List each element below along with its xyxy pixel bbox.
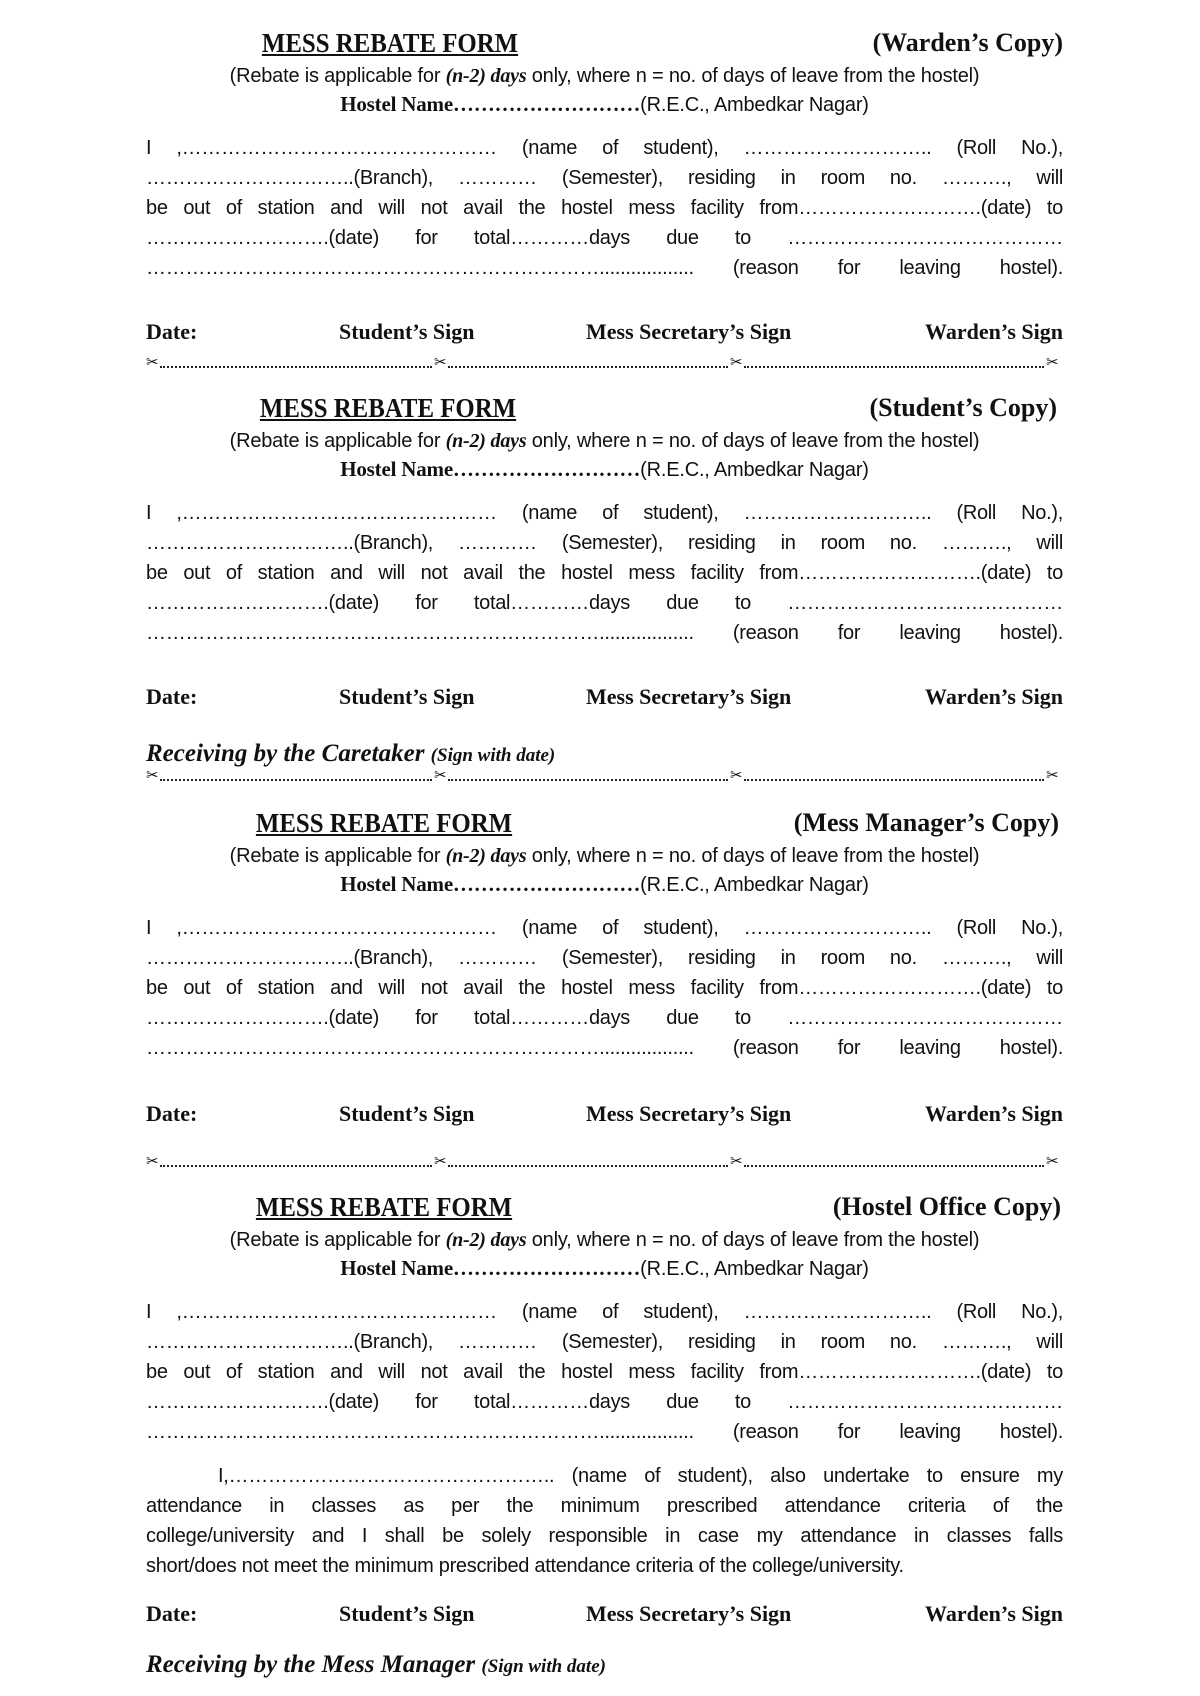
undertaking-line: short/does not meet the minimum prescribed attendance criteria of the college/university. [146,1555,904,1577]
rebate-note-pre: (Rebate is applicable for [229,845,446,867]
undertaking-line: attendance in classes as per the minimum prescribed attendance criteria of the [146,1495,1063,1517]
signature-row [146,319,1063,349]
form-title: MESS REBATE FORM [261,28,519,58]
scissors-icon: ✂ [1046,1157,1059,1170]
body-line-out-of-station: be out of station and will not avail the hostel mess facility from……………………….(date) to [146,197,1063,219]
copy-label: (Mess Manager’s Copy) [793,808,1059,837]
copy-label: (Warden’s Copy) [872,28,1063,57]
form-hostel-office-copy [146,1192,1063,1631]
rebate-note [146,62,1063,90]
hostel-name-line [146,1254,1063,1283]
warden-sign-label: Warden’s Sign [925,319,1063,344]
body-line-total-days: ……………………….(date) for total…………days due to …………………………………… [146,592,1063,614]
date-label: Date: [146,1101,198,1126]
rebate-note-days: (n-2) days [445,430,527,452]
signature-row [146,1101,1063,1131]
form-body [146,913,1063,1063]
hostel-name-label: Hostel Name……………………… [340,457,641,481]
body-line-out-of-station: be out of station and will not avail the hostel mess facility from……………………….(date) to [146,1361,1063,1383]
hostel-name-line [146,90,1063,119]
cut-line [146,1157,1063,1171]
copy-label: (Hostel Office Copy) [832,1192,1061,1221]
rebate-note-days: (n-2) days [445,1229,527,1251]
form-mess-managers-copy [146,808,1063,1131]
scissors-icon: ✂ [1046,358,1059,371]
scissors-icon: ✂ [434,771,447,784]
body-line-total-days: ……………………….(date) for total…………days due to …………………………………… [146,1391,1063,1413]
hostel-name-value: (R.E.C., Ambedkar Nagar) [640,1258,869,1280]
rebate-note-post: only, where n = no. of days of leave from the hostel) [526,65,980,87]
mess-secretary-sign-label: Mess Secretary’s Sign [586,319,792,344]
body-line-total-days: ……………………….(date) for total…………days due to …………………………………… [146,1007,1063,1029]
signature-row [146,684,1063,714]
form-header [146,808,1063,842]
receiving-label: Receiving by the Caretaker [146,740,425,767]
form-body [146,133,1063,283]
mess-secretary-sign-label: Mess Secretary’s Sign [586,1601,792,1626]
date-label: Date: [146,1601,198,1626]
form-header [146,393,1063,427]
warden-sign-label: Warden’s Sign [925,1101,1063,1126]
form-students-copy [146,393,1063,714]
hostel-name-label: Hostel Name……………………… [340,1256,641,1280]
body-line-out-of-station: be out of station and will not avail the hostel mess facility from……………………….(date) to [146,562,1063,584]
scissors-icon: ✂ [730,1157,743,1170]
rebate-note-pre: (Rebate is applicable for [229,430,446,452]
body-line-branch-room: …………………………..(Branch), ………… (Semester), residing in room no. ………., will [146,947,1063,969]
cut-line [146,358,1063,372]
body-line-name-roll: I ,………………………………………… (name of student), ……………………….. (Roll No.), [146,502,1063,524]
date-label: Date: [146,684,198,709]
student-sign-label: Student’s Sign [339,1601,475,1626]
body-line-reason: …………………………………………………………….................. (reason for leaving hostel). [146,622,1063,644]
receiving-note: (Sign with date) [430,745,556,766]
scissors-icon: ✂ [730,771,743,784]
scissors-icon: ✂ [146,771,159,784]
body-line-branch-room: …………………………..(Branch), ………… (Semester), residing in room no. ………., will [146,532,1063,554]
body-line-name-roll: I ,………………………………………… (name of student), ……………………….. (Roll No.), [146,137,1063,159]
cut-dots [448,771,728,781]
cut-dots [160,771,432,781]
mess-secretary-sign-label: Mess Secretary’s Sign [586,1101,792,1126]
hostel-name-label: Hostel Name……………………… [340,92,641,116]
rebate-note-pre: (Rebate is applicable for [229,1229,446,1251]
scissors-icon: ✂ [730,358,743,371]
cut-dots [448,358,728,368]
student-sign-label: Student’s Sign [339,684,475,709]
body-line-reason: …………………………………………………………….................. (reason for leaving hostel). [146,1421,1063,1443]
receiving-mess-manager [146,1651,606,1679]
rebate-note-pre: (Rebate is applicable for [229,65,446,87]
rebate-note [146,1226,1063,1254]
cut-line [146,771,1063,785]
hostel-name-value: (R.E.C., Ambedkar Nagar) [640,459,869,481]
body-line-out-of-station: be out of station and will not avail the hostel mess facility from……………………….(date) to [146,977,1063,999]
form-body [146,498,1063,648]
body-line-branch-room: …………………………..(Branch), ………… (Semester), residing in room no. ………., will [146,1331,1063,1353]
cut-dots [744,771,1044,781]
hostel-name-value: (R.E.C., Ambedkar Nagar) [640,874,869,896]
form-header [146,28,1063,62]
undertaking-line: college/university and I shall be solely responsible in case my attendance in classes falls [146,1525,1063,1547]
form-title: MESS REBATE FORM [255,1192,513,1222]
hostel-name-value: (R.E.C., Ambedkar Nagar) [640,94,869,116]
rebate-note-post: only, where n = no. of days of leave from the hostel) [526,430,980,452]
receiving-note: (Sign with date) [481,1656,606,1677]
rebate-note-days: (n-2) days [445,845,527,867]
scissors-icon: ✂ [1046,771,1059,784]
receiving-caretaker [146,740,555,768]
body-line-name-roll: I ,………………………………………… (name of student), ……………………….. (Roll No.), [146,1301,1063,1323]
body-line-reason: …………………………………………………………….................. (reason for leaving hostel). [146,1037,1063,1059]
warden-sign-label: Warden’s Sign [925,684,1063,709]
cut-dots [448,1157,728,1167]
rebate-note [146,427,1063,455]
hostel-name-line [146,455,1063,484]
cut-dots [744,358,1044,368]
scissors-icon: ✂ [146,1157,159,1170]
receiving-label: Receiving by the Mess Manager [146,1651,476,1678]
hostel-name-label: Hostel Name……………………… [340,872,641,896]
rebate-note-post: only, where n = no. of days of leave from the hostel) [526,845,980,867]
copy-label: (Student’s Copy) [869,393,1057,422]
body-line-total-days: ……………………….(date) for total…………days due to …………………………………… [146,227,1063,249]
attendance-undertaking [146,1461,1063,1581]
body-line-branch-room: …………………………..(Branch), ………… (Semester), residing in room no. ………., will [146,167,1063,189]
scissors-icon: ✂ [434,358,447,371]
student-sign-label: Student’s Sign [339,319,475,344]
body-line-name-roll: I ,………………………………………… (name of student), ……………………….. (Roll No.), [146,917,1063,939]
form-header [146,1192,1063,1226]
form-title: MESS REBATE FORM [259,393,517,423]
form-wardens-copy [146,28,1063,349]
rebate-note [146,842,1063,870]
hostel-name-line [146,870,1063,899]
form-title: MESS REBATE FORM [255,808,513,838]
cut-dots [160,358,432,368]
mess-secretary-sign-label: Mess Secretary’s Sign [586,684,792,709]
body-line-reason: …………………………………………………………….................. (reason for leaving hostel). [146,257,1063,279]
form-body [146,1297,1063,1447]
rebate-note-days: (n-2) days [445,65,527,87]
scissors-icon: ✂ [434,1157,447,1170]
rebate-note-post: only, where n = no. of days of leave from the hostel) [526,1229,980,1251]
warden-sign-label: Warden’s Sign [925,1601,1063,1626]
cut-dots [160,1157,432,1167]
signature-row [146,1601,1063,1631]
date-label: Date: [146,319,198,344]
undertaking-line: I,………………………………………….. (name of student), also undertake to ensure my [218,1465,1063,1487]
cut-dots [744,1157,1044,1167]
student-sign-label: Student’s Sign [339,1101,475,1126]
scissors-icon: ✂ [146,358,159,371]
